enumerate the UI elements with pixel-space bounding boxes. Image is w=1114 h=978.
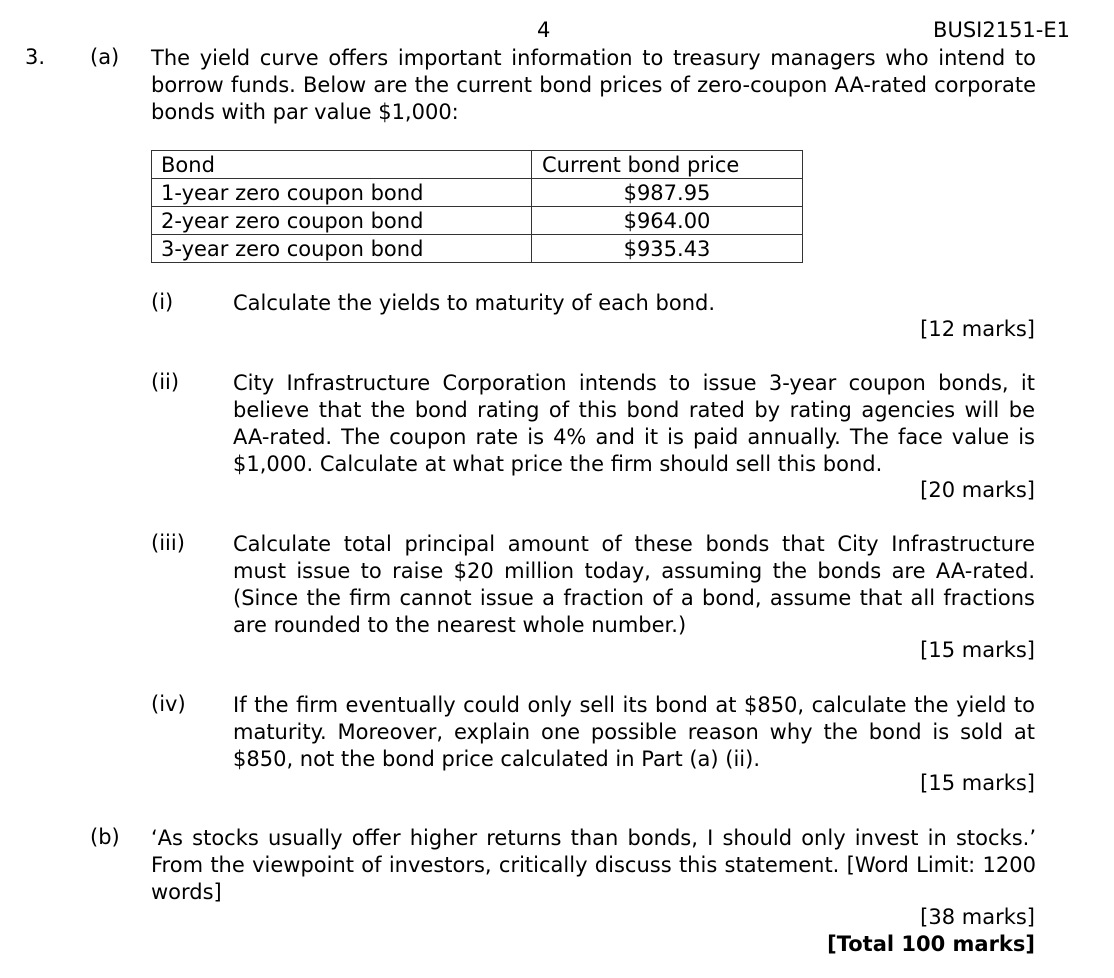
bond-name-cell: 2-year zero coupon bond [152,207,532,235]
part-a-intro: The yield curve offers important information to treasury managers who intend to borrow funds. Below are the current bond prices of zero-coupon AA-rated corporate bonds with par value $1,000: [151,46,1036,124]
bond-price-cell: $935.43 [532,235,803,263]
subpart-iii-label: (iii) [151,531,185,555]
subpart-ii-label: (ii) [151,370,180,394]
subpart-i-label: (i) [151,290,174,314]
bond-price-table [151,150,803,263]
part-b-text: ‘As stocks usually offer higher returns than bonds, I should only invest in stocks.’ From the viewpoint of investors, critically discuss this statement. [Word Limit: 1200 words] [151,826,1036,904]
course-code: BUSI2151-E1 [933,18,1070,42]
bond-price-cell: $964.00 [532,207,803,235]
table-row [152,207,803,235]
part-a-label: (a) [90,45,120,69]
part-b-marks: [38 marks] [920,905,1035,929]
table-header-row [152,151,803,179]
table-row [152,235,803,263]
subpart-iii-marks: [15 marks] [920,638,1035,662]
subpart-ii-marks: [20 marks] [920,478,1035,502]
total-marks: [Total 100 marks] [827,932,1035,956]
table-row [152,179,803,207]
question-number: 3. [25,45,46,69]
table-header-price: Current bond price [532,151,803,179]
subpart-iv-label: (iv) [151,692,186,716]
subpart-iii-text: Calculate total principal amount of these bonds that City Infrastructure must issue to raise $20 million today, assuming the bonds are AA-rated. (Since the firm cannot issue a fraction of a bond, assume that all fractions are rounded to the nearest whole number.) [233,532,1035,637]
bond-name-cell: 1-year zero coupon bond [152,179,532,207]
bond-price-cell: $987.95 [532,179,803,207]
subpart-ii-text: City Infrastructure Corporation intends to issue 3-year coupon bonds, it believe that the bond rating of this bond rated by rating agencies will be AA-rated. The coupon rate is 4% and it is paid annually. The face value is $1,000. Calculate at what price the firm should sell this bond. [233,371,1035,476]
subpart-iv-marks: [15 marks] [920,771,1035,795]
table-header-bond: Bond [152,151,532,179]
bond-name-cell: 3-year zero coupon bond [152,235,532,263]
page-number: 4 [537,18,551,42]
subpart-i-text: Calculate the yields to maturity of each bond. [233,291,716,315]
subpart-iv-text: If the firm eventually could only sell its bond at $850, calculate the yield to maturity. Moreover, explain one possible reason why the bond is sold at $850, not the bond price calculated in Part (a) (ii). [233,693,1035,771]
subpart-i-marks: [12 marks] [920,317,1035,341]
part-b-label: (b) [90,825,120,849]
